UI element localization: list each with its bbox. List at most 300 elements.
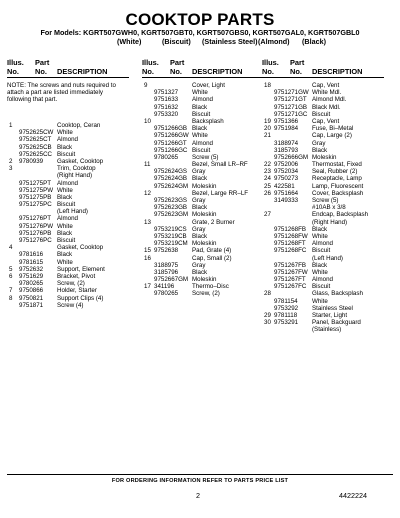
part-number: 9751629 xyxy=(19,272,44,280)
variant-white: (White) xyxy=(117,37,142,46)
part-row xyxy=(262,326,384,333)
part-row xyxy=(262,168,384,175)
column-header xyxy=(142,56,264,78)
document-number: 4422224 xyxy=(339,491,367,500)
header-part: Part xyxy=(290,58,305,67)
part-number: 3185796 xyxy=(154,268,179,276)
part-number: 9753219CM xyxy=(154,240,188,248)
part-description: Bracket, Pivot xyxy=(57,272,96,280)
illus-number: 23 xyxy=(264,168,271,176)
part-description: Moleskin xyxy=(192,240,217,248)
part-description: (Right Hand) xyxy=(312,218,348,226)
part-row xyxy=(142,82,264,89)
illus-number: 27 xyxy=(264,211,271,219)
illus-number: 3 xyxy=(9,165,13,173)
part-description: Almond xyxy=(312,240,333,248)
part-description: Biscuit xyxy=(312,247,331,255)
part-row xyxy=(7,122,129,129)
part-number: 3149333 xyxy=(274,197,299,204)
part-row xyxy=(262,312,384,319)
part-number: 9750273 xyxy=(274,175,299,183)
part-number: 9752006 xyxy=(274,161,299,169)
part-description: Almond xyxy=(57,215,78,223)
part-description: Cap, Vent xyxy=(312,82,340,89)
part-row xyxy=(142,247,264,254)
part-description: (Left Hand) xyxy=(57,208,88,216)
illus-number: 18 xyxy=(264,82,271,89)
part-description: Gasket, Cooktop xyxy=(57,244,104,252)
part-description: White Mdl. xyxy=(312,89,342,97)
part-description: Pad, Grate (4) xyxy=(192,247,232,255)
part-description: White xyxy=(57,258,73,266)
part-description: Screw (5) xyxy=(192,153,219,161)
part-row xyxy=(262,276,384,283)
part-description: White xyxy=(192,132,208,140)
part-description: Black xyxy=(312,225,328,233)
part-number: 9751266GT xyxy=(154,139,187,147)
header-description: DESCRIPTION xyxy=(312,66,363,76)
illus-number: 10 xyxy=(144,117,151,125)
part-number: 9752625CB xyxy=(19,143,52,151)
part-row xyxy=(7,295,129,302)
part-description: Cooktop, Ceran xyxy=(57,122,101,129)
part-description: Almond xyxy=(57,136,78,144)
header-description: DESCRIPTION xyxy=(57,66,108,76)
part-row xyxy=(262,118,384,125)
part-row xyxy=(7,208,129,215)
part-description: Biscuit xyxy=(57,201,76,209)
part-number: 9751276PC xyxy=(19,237,52,244)
part-description: Screw, (2) xyxy=(192,290,220,298)
illus-number: 26 xyxy=(264,189,271,197)
part-description: Gasket, Cooktop xyxy=(57,157,104,165)
part-number: 9751266GW xyxy=(154,132,189,140)
part-row xyxy=(262,197,384,204)
part-description: Panel, Backguard xyxy=(312,319,361,327)
header-illus: Illus. xyxy=(7,58,24,67)
part-number: 9751275PC xyxy=(19,201,52,209)
part-number: 9751327 xyxy=(154,89,179,97)
illus-number: 13 xyxy=(144,218,151,226)
illus-number: 28 xyxy=(264,290,271,298)
part-description: Black xyxy=(192,204,208,212)
part-row xyxy=(142,197,264,204)
part-number: 9751271GW xyxy=(274,89,309,97)
part-description: Moleskin xyxy=(312,153,337,161)
part-number: 9752666GM xyxy=(274,153,309,161)
part-number: 9780265 xyxy=(19,280,44,288)
part-number: 9753320 xyxy=(154,110,179,118)
header-illus: Illus. xyxy=(262,58,279,67)
variant-stainless: (Stainless Steel) xyxy=(202,37,258,46)
part-row xyxy=(7,180,129,187)
part-number: 9751268FC xyxy=(274,247,307,255)
part-description: Fuse, Bi–Metal xyxy=(312,125,354,133)
part-description: Black xyxy=(192,268,208,276)
part-row xyxy=(7,136,129,143)
illus-number: 20 xyxy=(264,125,271,133)
part-number: 9751268FT xyxy=(274,240,306,248)
part-row xyxy=(262,175,384,182)
part-row xyxy=(142,226,264,233)
illus-number: 25 xyxy=(264,182,271,190)
part-number: 9780939 xyxy=(19,157,44,165)
part-description: Bezel, Large RR–LF xyxy=(192,189,249,197)
part-number: 9752623GB xyxy=(154,204,188,212)
parts-column-3 xyxy=(262,56,384,334)
part-number: 3188974 xyxy=(274,139,299,147)
part-number: 3188975 xyxy=(154,261,179,269)
part-number: 9752623GM xyxy=(154,211,189,219)
part-row xyxy=(7,151,129,158)
part-description: White xyxy=(57,222,73,230)
ordering-footer: FOR ORDERING INFORMATION REFER TO PARTS PRICE LIST xyxy=(111,478,289,484)
part-row xyxy=(142,269,264,276)
part-row xyxy=(262,269,384,276)
part-number: 9751266GC xyxy=(154,146,188,154)
illus-number: 17 xyxy=(144,283,151,291)
part-description: Screw, (2) xyxy=(57,280,85,288)
part-description: Black xyxy=(312,146,328,154)
part-description: Cap, Small (2) xyxy=(192,254,232,262)
part-number: 9751871 xyxy=(19,301,44,309)
part-number: 9781615 xyxy=(19,258,44,266)
part-row xyxy=(7,129,129,136)
part-number: 9750821 xyxy=(19,294,44,302)
part-description: Thermo–Disc xyxy=(192,283,229,291)
part-description: Backsplash xyxy=(192,117,224,125)
part-number: 9751275PT xyxy=(19,179,51,187)
part-description: White xyxy=(192,89,208,97)
part-description: Almond xyxy=(57,179,78,187)
variant-biscuit: (Biscuit) xyxy=(162,37,191,46)
part-description: Screw (5) xyxy=(312,197,339,204)
part-description: Cap, Vent xyxy=(312,117,340,125)
part-description: Stainless Steel xyxy=(312,304,353,312)
part-row xyxy=(262,204,384,211)
part-row xyxy=(7,144,129,151)
part-description: Black xyxy=(57,229,73,237)
part-row xyxy=(262,147,384,154)
part-row xyxy=(262,111,384,118)
part-row xyxy=(7,172,129,179)
part-row xyxy=(142,111,264,118)
part-row xyxy=(7,237,129,244)
illus-number: 6 xyxy=(9,272,13,280)
header-illus: Illus. xyxy=(142,58,159,67)
part-description: Black xyxy=(192,103,208,111)
part-description: Almond Mdl. xyxy=(312,96,347,104)
part-description: White xyxy=(57,129,73,137)
part-description: Gray xyxy=(192,225,206,233)
part-description: Gray xyxy=(192,197,206,204)
part-description: Holder, Starter xyxy=(57,287,97,295)
part-number: 9751664 xyxy=(274,189,299,197)
header-part-no: No. xyxy=(290,66,302,76)
part-row xyxy=(142,175,264,182)
part-row xyxy=(262,154,384,161)
part-description: (Stainless) xyxy=(312,326,342,334)
column-header xyxy=(7,56,129,78)
illus-number: 7 xyxy=(9,287,13,295)
part-row xyxy=(142,132,264,139)
part-number: 9751268FW xyxy=(274,232,308,240)
part-number: 9751267FW xyxy=(274,268,308,276)
part-row xyxy=(262,132,384,139)
part-number: 9752625CT xyxy=(19,136,52,144)
part-row xyxy=(7,187,129,194)
parts-list-3 xyxy=(262,82,384,334)
part-row xyxy=(7,194,129,201)
illus-number: 21 xyxy=(264,132,271,140)
part-row xyxy=(262,226,384,233)
part-description: Cap, Large (2) xyxy=(312,132,352,140)
part-number: 9751276PW xyxy=(19,222,54,230)
parts-list-2 xyxy=(142,82,264,298)
part-number: 9752034 xyxy=(274,168,299,176)
parts-column-1 xyxy=(7,56,129,78)
part-number: 9781118 xyxy=(274,312,298,319)
screws-note: NOTE: The screws and nuts required to attach a part are listed immediately following that part. xyxy=(7,82,116,104)
part-row xyxy=(262,290,384,297)
part-row xyxy=(142,240,264,247)
illus-number: 24 xyxy=(264,175,271,183)
illus-number: 11 xyxy=(144,161,151,169)
part-description: Black xyxy=(57,143,73,151)
part-description: Gray xyxy=(312,139,326,147)
part-row xyxy=(142,96,264,103)
part-number: 9751984 xyxy=(274,125,299,133)
part-description: Cover, Light xyxy=(192,82,226,89)
part-row xyxy=(262,283,384,290)
part-number: 341196 xyxy=(154,283,175,291)
part-description: #10AB x 3/8 xyxy=(312,204,346,212)
part-row xyxy=(142,147,264,154)
part-row xyxy=(262,298,384,305)
part-number: 9752625CC xyxy=(19,150,53,158)
part-number: 9780265 xyxy=(154,153,179,161)
illus-number: 22 xyxy=(264,161,271,169)
part-number: 3185793 xyxy=(274,146,299,154)
part-number: 9781154 xyxy=(274,297,298,305)
part-description: White xyxy=(312,297,328,305)
part-row xyxy=(262,125,384,132)
part-row xyxy=(7,273,129,280)
illus-number: 19 xyxy=(264,117,271,125)
part-row xyxy=(262,190,384,197)
illus-number: 9 xyxy=(144,82,148,89)
part-description: Biscuit xyxy=(312,110,331,118)
header-illus-no: No. xyxy=(142,66,154,76)
part-row xyxy=(262,82,384,89)
part-row xyxy=(262,140,384,147)
part-description: Black Mdl. xyxy=(312,103,341,111)
part-number: 9753291 xyxy=(274,319,299,327)
illus-number: 30 xyxy=(264,319,271,327)
part-description: Biscuit xyxy=(57,237,76,244)
part-row xyxy=(7,280,129,287)
part-row xyxy=(262,319,384,326)
part-number: 9752624GS xyxy=(154,168,188,176)
part-description: Seal, Rubber (2) xyxy=(312,168,358,176)
part-row xyxy=(142,168,264,175)
page-title: COOKTOP PARTS xyxy=(125,10,275,29)
part-description: Black xyxy=(312,261,328,269)
part-row xyxy=(7,215,129,222)
part-description: Starter, Light xyxy=(312,312,348,319)
part-description: Moleskin xyxy=(192,211,217,219)
part-row xyxy=(262,240,384,247)
part-row xyxy=(262,219,384,226)
part-number: 9751267FB xyxy=(274,261,306,269)
part-number: 9752623GS xyxy=(154,197,188,204)
part-row xyxy=(262,183,384,190)
header-illus-no: No. xyxy=(262,66,274,76)
part-description: Black xyxy=(192,175,208,183)
part-row xyxy=(262,104,384,111)
illus-number: 29 xyxy=(264,312,271,319)
part-row xyxy=(7,165,129,172)
part-row xyxy=(142,125,264,132)
illus-number: 12 xyxy=(144,189,151,197)
part-description: (Right Hand) xyxy=(57,172,93,180)
part-row xyxy=(142,140,264,147)
part-row xyxy=(142,233,264,240)
part-number: 9751275PW xyxy=(19,186,54,194)
part-number: 9751275PB xyxy=(19,193,52,201)
part-description: Screw (4) xyxy=(57,301,84,309)
part-description: Lamp, Fluorescent xyxy=(312,182,364,190)
part-row xyxy=(142,283,264,290)
part-row xyxy=(142,219,264,226)
part-number: 9751271GB xyxy=(274,103,308,111)
part-description: Gray xyxy=(192,261,206,269)
illus-number: 5 xyxy=(9,265,13,273)
part-number: 9750866 xyxy=(19,287,44,295)
part-description: Black xyxy=(192,125,208,133)
part-number: 9751271GC xyxy=(274,110,308,118)
part-description: Bezel, Small LR–RF xyxy=(192,161,248,169)
part-row xyxy=(142,255,264,262)
part-row xyxy=(262,233,384,240)
part-description: Endcap, Backsplash xyxy=(312,211,369,219)
part-row xyxy=(7,223,129,230)
part-description: White xyxy=(312,232,328,240)
part-row xyxy=(7,287,129,294)
part-description: Biscuit xyxy=(312,283,331,291)
part-number: 9753219CB xyxy=(154,232,187,240)
part-description: Almond xyxy=(192,96,213,104)
part-number: 9752625CW xyxy=(19,129,54,137)
part-description: Black xyxy=(57,251,73,259)
part-description: Grate, 2 Burner xyxy=(192,218,235,226)
part-number: 9751632 xyxy=(154,103,179,111)
parts-column-2 xyxy=(142,56,264,298)
part-number: 9751266GB xyxy=(154,125,188,133)
variant-black: (Black) xyxy=(302,37,326,46)
part-number: 9751271GT xyxy=(274,96,307,104)
part-row xyxy=(262,247,384,254)
part-description: Biscuit xyxy=(57,150,76,158)
header-illus-no: No. xyxy=(7,66,19,76)
part-row xyxy=(142,183,264,190)
part-description: Black xyxy=(57,193,73,201)
part-description: Moleskin xyxy=(192,182,217,190)
part-description: Support Clips (4) xyxy=(57,294,104,302)
part-row xyxy=(142,211,264,218)
part-description: Almond xyxy=(312,276,333,284)
part-description: Moleskin xyxy=(192,276,217,284)
part-description: Glass, Backsplash xyxy=(312,290,363,298)
models-line: For Models: KGRT507GWH0, KGRT507GBT0, KGRT507GBS0, KGRT507GAL0, KGRT507GBL0 xyxy=(40,28,360,37)
illus-number: 2 xyxy=(9,157,13,165)
part-row xyxy=(7,230,129,237)
part-row xyxy=(142,204,264,211)
part-number: 9751276PB xyxy=(19,229,52,237)
part-description: Trim, Cooktop xyxy=(57,165,96,173)
part-number: 9751366 xyxy=(274,117,299,125)
illus-number: 4 xyxy=(9,244,13,252)
part-number: 9781616 xyxy=(19,251,44,259)
part-number: 9751267FT xyxy=(274,276,306,284)
header-description: DESCRIPTION xyxy=(192,66,243,76)
part-number: 9753219CS xyxy=(154,225,187,233)
part-row xyxy=(142,276,264,283)
part-number: 9751276PT xyxy=(19,215,51,223)
part-row xyxy=(7,158,129,165)
part-number: 9753292 xyxy=(274,304,299,312)
part-row xyxy=(7,201,129,208)
part-row xyxy=(262,96,384,103)
part-row xyxy=(262,211,384,218)
part-row xyxy=(142,104,264,111)
part-row xyxy=(262,89,384,96)
part-row xyxy=(262,255,384,262)
part-number: 9751267FC xyxy=(274,283,307,291)
part-number: 9752624GB xyxy=(154,175,188,183)
part-row xyxy=(262,305,384,312)
page-number: 2 xyxy=(196,491,200,500)
illus-number: 1 xyxy=(9,122,13,129)
part-description: White xyxy=(57,186,73,194)
illus-number: 15 xyxy=(144,247,151,255)
part-row xyxy=(142,262,264,269)
part-number: 9752632 xyxy=(19,265,44,273)
footer-divider xyxy=(7,474,393,475)
illus-number: 8 xyxy=(9,294,13,302)
part-description: Biscuit xyxy=(192,110,211,118)
part-description: White xyxy=(312,268,328,276)
part-description: Almond xyxy=(192,139,213,147)
part-number: 9751268FB xyxy=(274,225,306,233)
part-number: 9780265 xyxy=(154,290,179,298)
part-number: 9752638 xyxy=(154,247,179,255)
part-number: 422581 xyxy=(274,182,295,190)
part-row xyxy=(7,302,129,309)
header-part-no: No. xyxy=(170,66,182,76)
header-part: Part xyxy=(35,58,50,67)
part-row xyxy=(7,259,129,266)
part-number: 9752624GM xyxy=(154,182,189,190)
illus-number: 16 xyxy=(144,254,151,262)
header-part-no: No. xyxy=(35,66,47,76)
variant-almond: (Almond) xyxy=(258,37,290,46)
part-row xyxy=(142,154,264,161)
part-description: Gray xyxy=(192,168,206,176)
part-description: Support, Element xyxy=(57,265,105,273)
part-description: (Left Hand) xyxy=(312,254,343,262)
part-row xyxy=(142,290,264,297)
